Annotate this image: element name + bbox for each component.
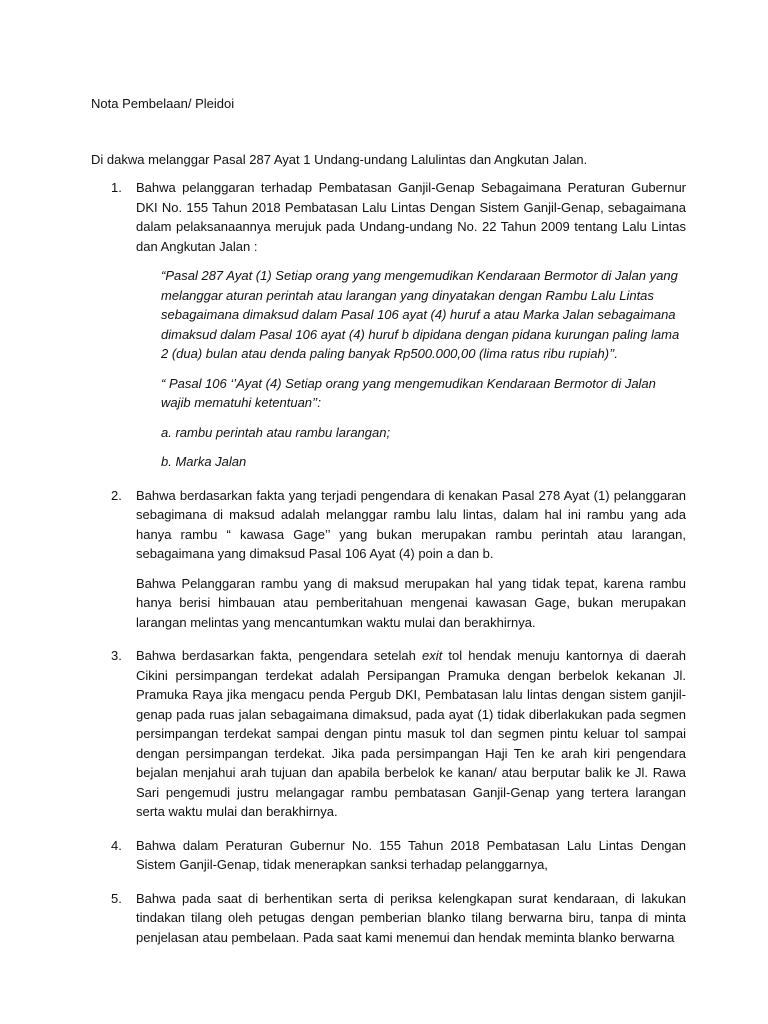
item-text-part-a: Bahwa berdasarkan fakta, pengendara setelah [136,648,416,663]
item-text: Bahwa berdasarkan fakta yang terjadi pengendara di kenakan Pasal 278 Ayat (1) pelanggaran sebagimana di maksud adalah melanggar rambu lalu lintas, dalam hal ini rambu yang ada hanya rambu “ kawasa Gage’’ yang bukan merupakan rambu perintah atau larangan, sebagaimana yang dimaksud Pasal 106 Ayat (4) poin a dan b. [136,487,686,561]
list-item-2 [91,486,686,633]
item-number: 4. [111,837,122,853]
item-text [136,646,686,822]
item-text: Bahwa pada saat di berhentikan serta di periksa kelengkapan surat kendaraan, di lakukan tindakan tilang oleh petugas dengan pemberian blanko tilang berwarna biru, tanpa di minta penjelasan atau pembelaan. Pada saat kami menemui dan hendak meminta blanko berwarna [136,890,686,945]
intro-paragraph: Di dakwa melanggar Pasal 287 Ayat 1 Undang-undang Lalulintas dan Angkutan Jalan. [91,152,588,167]
exit-word: exit [422,648,443,663]
quote-pasal-106: “ Pasal 106 ‘’Ayat (4) Setiap orang yang mengemudikan Kendaraan Bermotor di Jalan wajib mematuhi ketentuan’’: [161,375,656,410]
quote-pasal-287: “Pasal 287 Ayat (1) Setiap orang yang mengemudikan Kendaraan Bermotor di Jalan yang melanggar aturan perintah atau larangan yang dinyatakan dengan Rambu Lalu Lintas sebagaimana dimaksud dalam Pasal 106 ayat (4) huruf a atau Marka Jalan sebagaimana dimaksud dalam Pasal 106 ayat (4) huruf b dipidana dengan pidana kurungan paling lama 2 (dua) bulan atau denda paling banyak Rp500.000,00 (lima ratus ribu rupiah)’’. [161,268,680,361]
quote-point-a: a. rambu perintah atau rambu larangan; [161,424,391,440]
list-item-1 [91,178,686,472]
item-number: 5. [111,890,122,906]
quote-point-b: b. Marka Jalan [161,454,247,469]
item-number: 1. [111,180,122,195]
item-text: Bahwa pelanggaran terhadap Pembatasan Ganjil-Genap Sebagaimana Peraturan Gubernur DKI No. 155 Tahun 2018 Pembatasan Lalu Lintas Dengan Sistem Ganjil-Genap, sebagaimana dalam pelaksanaannya merujuk pada Undang-undang No. 22 Tahun 2009 tentang Lalu Lintas dan Angkutan Jalan : [136,180,686,254]
item-text-continued: Bahwa Pelanggaran rambu yang di maksud merupakan hal yang tidak tepat, karena rambu hanya berisi himbauan atau pemberitahuan mengenai kawasan Gage, bukan merupakan larangan melintas yang mencantumkan waktu mulai dan berakhirnya. [136,575,686,630]
item-text: Bahwa dalam Peraturan Gubernur No. 155 Tahun 2018 Pembatasan Lalu Lintas Dengan Sistem Ganjil-Genap, tidak menerapkan sanksi terhadap pelanggarnya, [136,837,686,872]
item-number: 2. [111,487,122,503]
list-item-4 [91,836,686,875]
item-number: 3. [111,648,122,663]
item-text-part-b: tol hendak menuju kantornya di daerah Cikini persimpangan terdekat adalah Persipangan Pramuka dengan berbelok kekanan Jl. Pramuka Raya jika mengacu penda Pergub DKI, Pembatasan lalu lintas dengan sistem ganjil-genap pada ruas jalan sebagaimana dimaksud, pada ayat (1) tidak diberlakukan pada segmen persimpangan terdekat sampai dengan pintu masuk tol dan segmen pintu keluar tol sampai dengan persimpangan terdekat. Jika pada persimpangan Haji Ten ke arah kiri pengendara bejalan menjahui arah tujuan dan apabila berbelok ke kanan/ atau berputar balik ke Jl. Rawa Sari pengemudi justru melangagar rambu pembatasan Ganjil-Genap yang tertera larangan serta waktu mulai dan berakhirnya. [136,648,686,819]
list-item-3 [91,646,686,822]
legal-quote [161,266,686,472]
numbered-list [91,178,686,961]
list-item-5 [91,889,686,948]
document-title: Nota Pembelaan/ Pleidoi [91,96,235,111]
